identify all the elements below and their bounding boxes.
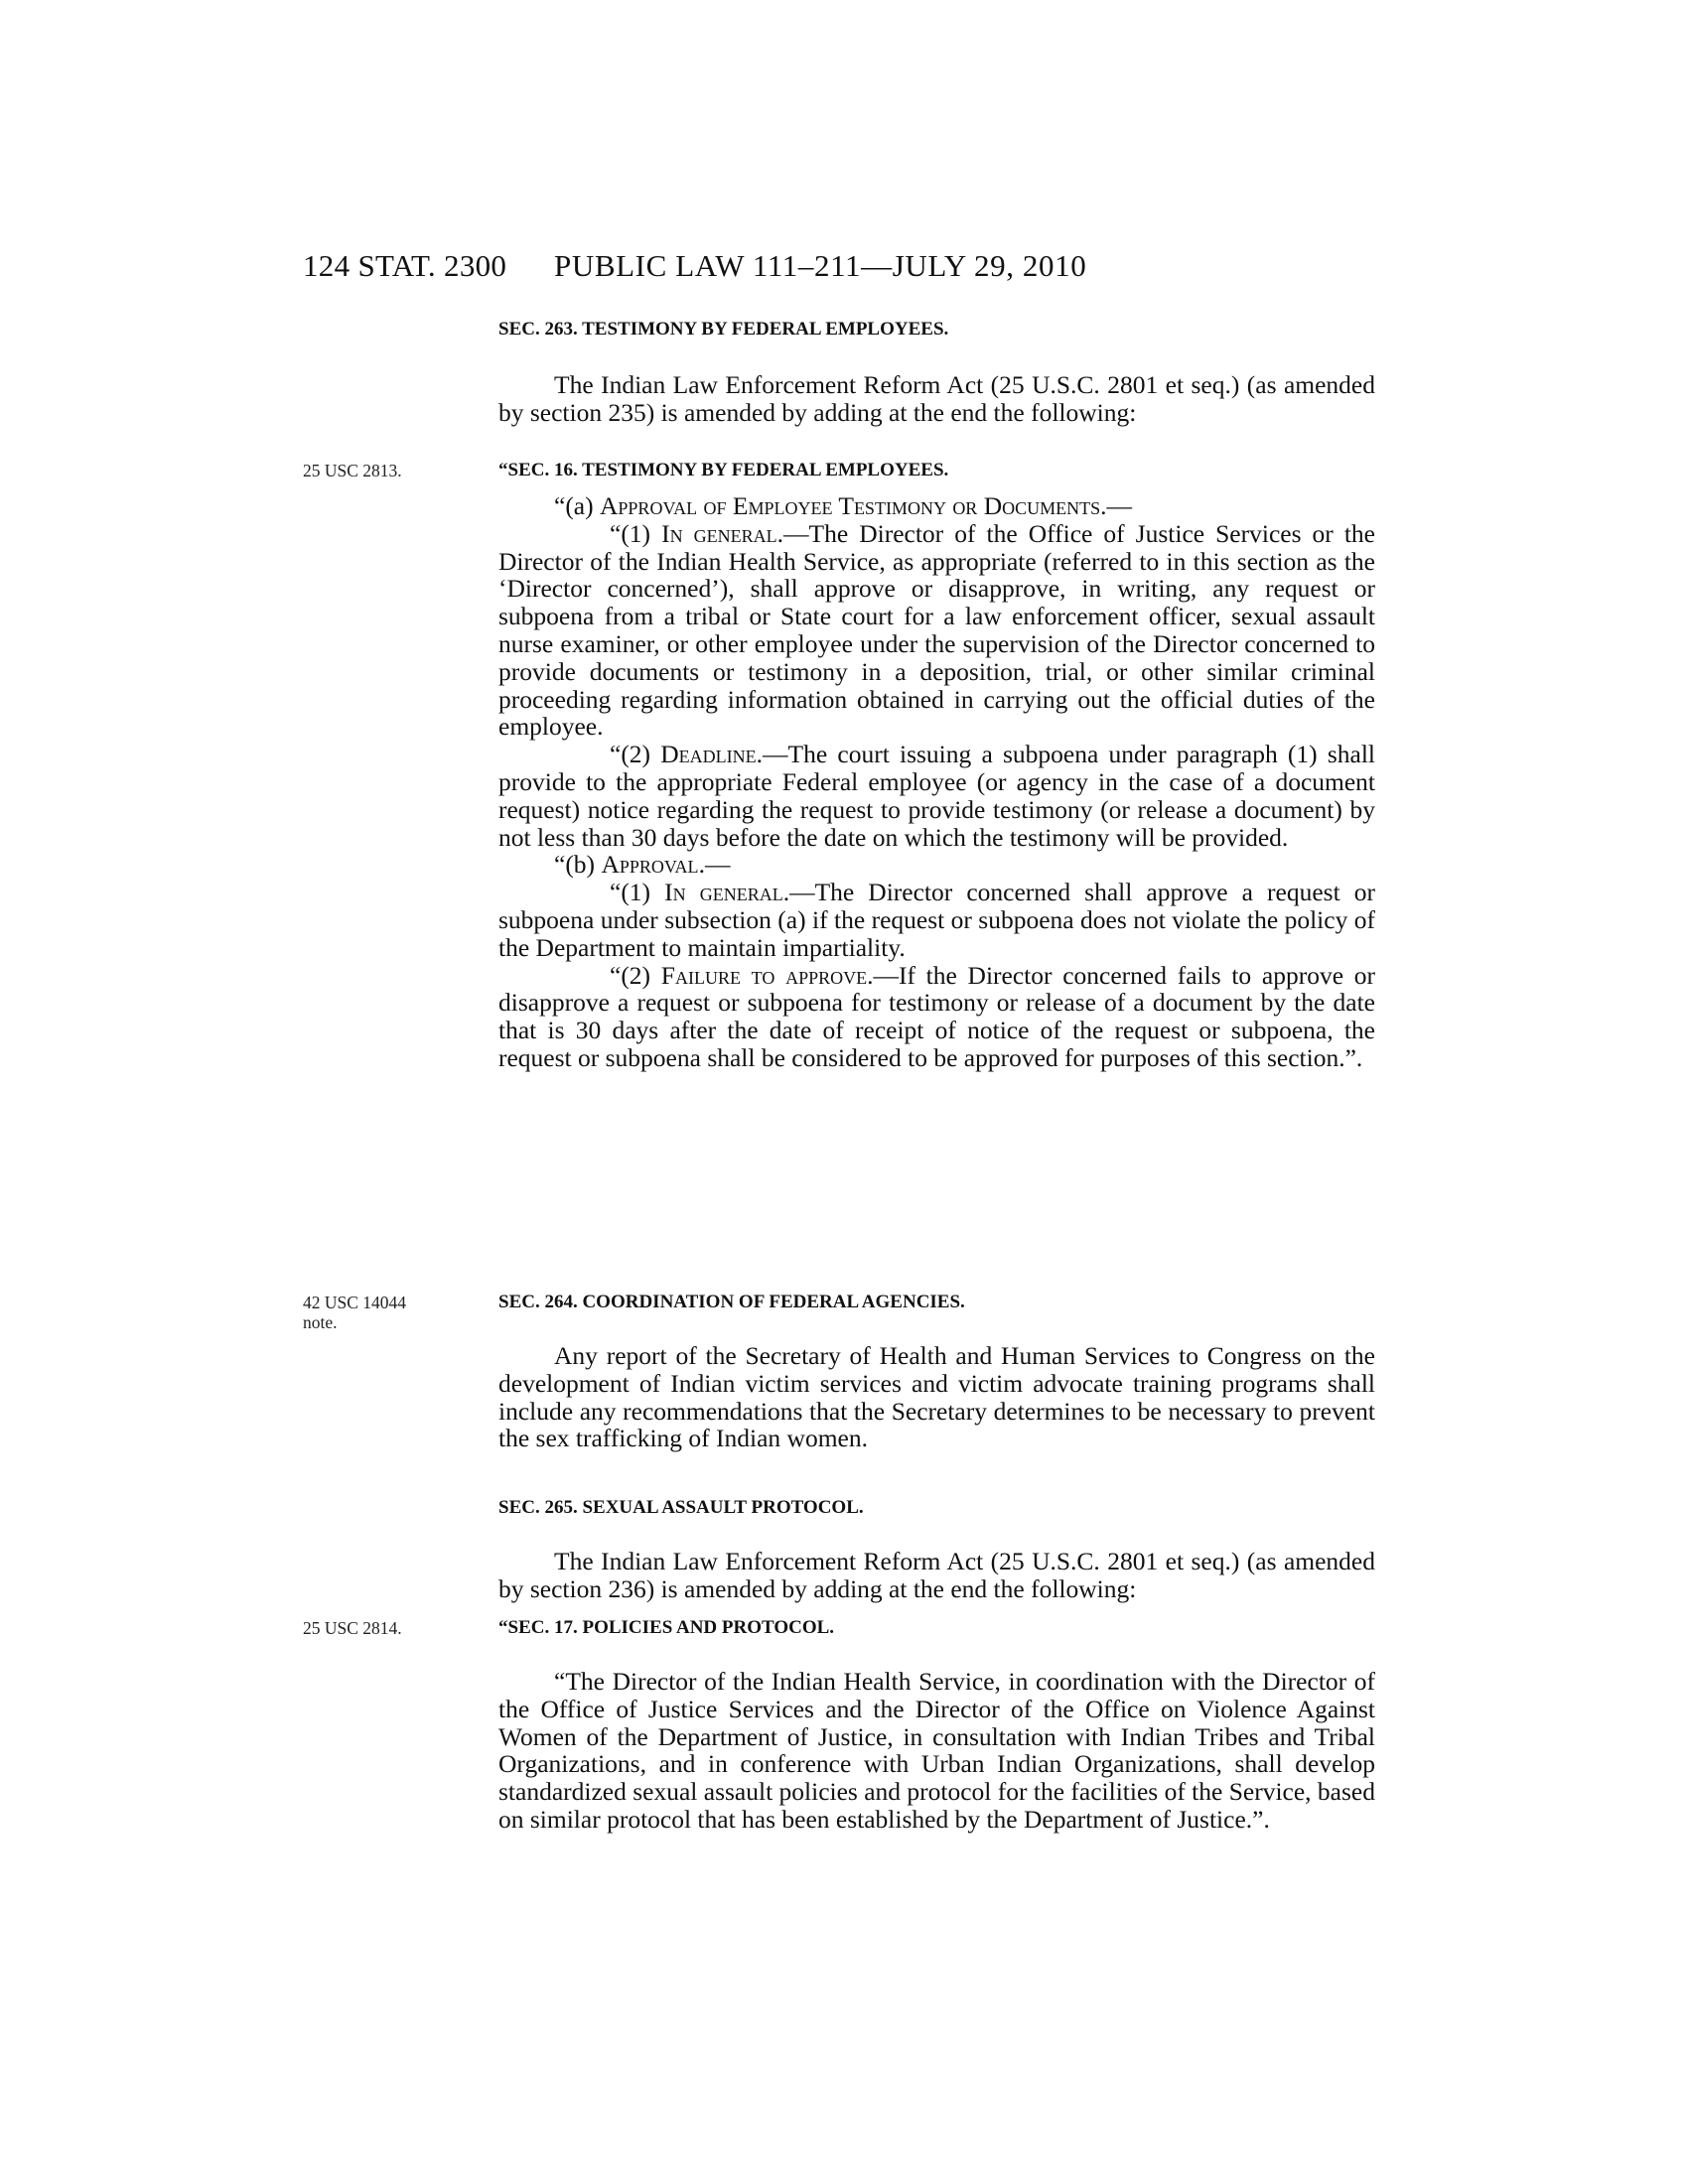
paragraph-a1 <box>498 520 1375 741</box>
subsection-a <box>498 492 1375 520</box>
section-17 <box>498 1616 1375 1834</box>
subsection-a-title: Approval of Employee Testimony or Documents <box>600 491 1101 520</box>
subsection-a-label: “(a) <box>554 491 600 520</box>
page-header <box>0 248 1688 288</box>
section-16 <box>498 459 1375 1072</box>
public-law-title: PUBLIC LAW 111–211—JULY 29, 2010 <box>554 248 1087 283</box>
section-265-heading: SEC. 265. SEXUAL ASSAULT PROTOCOL. <box>498 1497 864 1518</box>
section-17-text: “The Director of the Indian Health Service, in coordination with the Director of the Office of Justice Services and the Director of the Office on Violence Against Women of the Department of Justice, in consultation with Indian Tribes and Tribal Organizations, and in conference with Urban Indian Organizations, shall develop standardized sexual assault policies and protocol for the facilities of the Service, based on similar protocol that has been established by the Department of Justice.”. <box>498 1667 1375 1834</box>
section-263-intro: The Indian Law Enforcement Reform Act (25 U.S.C. 2801 et seq.) (as amended by section 235) is amended by adding at the end the following: <box>498 370 1375 427</box>
paragraph-b2-text: .—If the Director concerned fails to approve or disapprove a request or subpoena for testimony or release of a document by the date that is 30 days after the date of receipt of notice of the request or subpoena, the request or subpoena shall be considered to be approved for purposes of this section.”. <box>498 960 1375 1072</box>
section-265 <box>498 1496 1375 1603</box>
subsection-b-label: “(b) <box>554 850 602 880</box>
paragraph-b2-label: “(2) <box>610 960 661 990</box>
paragraph-a1-label: “(1) <box>610 518 662 548</box>
paragraph-b1-title: In general <box>664 878 783 907</box>
paragraph-a2 <box>498 741 1375 851</box>
section-17-heading: “SEC. 17. POLICIES AND PROTOCOL. <box>498 1617 835 1638</box>
margin-note-25usc2814: 25 USC 2814. <box>303 1618 402 1638</box>
margin-note-25usc2813: 25 USC 2813. <box>303 461 402 480</box>
paragraph-a1-text: .—The Director of the Office of Justice Services or the Director of the Indian Health Service, as appropriate (referred to in this section as the ‘Director concerned’), shall approve or disapprove, in writing, any request or subpoena from a tribal or State court for a law enforcement officer, sexual assault nurse examiner, or other employee under the supervision of the Director concerned to provide documents or testimony in a deposition, trial, or other similar criminal proceeding regarding information obtained in carrying out the official duties of the employee. <box>498 518 1376 742</box>
section-263 <box>498 318 1375 427</box>
margin-note-42usc14044-line2: note. <box>303 1312 338 1332</box>
subsection-b-title: Approval <box>601 850 699 880</box>
section-265-intro: The Indian Law Enforcement Reform Act (25 U.S.C. 2801 et seq.) (as amended by section 236) is amended by adding at the end the following: <box>498 1547 1375 1603</box>
section-264-text: Any report of the Secretary of Health and Human Services to Congress on the development of Indian victim services and victim advocate training programs shall include any recommendations that the Secretary determines to be necessary to prevent the sex trafficking of Indian women. <box>498 1341 1375 1453</box>
subsection-a-dash: .— <box>1100 491 1132 520</box>
margin-note-42usc14044-line1: 42 USC 14044 <box>303 1293 407 1312</box>
paragraph-a2-text: .—The court issuing a subpoena under paragraph (1) shall provide to the appropriate Federal employee (or agency in the case of a document request) notice regarding the request to provide testimony (or release a document) by not less than 30 days before the date on which the testimony will be provided. <box>498 740 1375 852</box>
section-264-heading: SEC. 264. COORDINATION OF FEDERAL AGENCIES. <box>498 1292 965 1312</box>
paragraph-b1 <box>498 879 1375 961</box>
paragraph-b2 <box>498 962 1375 1072</box>
section-263-heading: SEC. 263. TESTIMONY BY FEDERAL EMPLOYEES. <box>498 319 949 340</box>
section-16-heading: “SEC. 16. TESTIMONY BY FEDERAL EMPLOYEES. <box>498 460 949 480</box>
subsection-b <box>498 851 1375 879</box>
paragraph-b1-label: “(1) <box>610 878 665 907</box>
paragraph-b1-text: .—The Director concerned shall approve a request or subpoena under subsection (a) if the request or subpoena does not violate the policy of the Department to maintain impartiality. <box>498 878 1375 962</box>
paragraph-a2-label: “(2) <box>610 740 661 769</box>
subsection-b-dash: .— <box>698 850 731 880</box>
section-264 <box>498 1291 1375 1452</box>
paragraph-a1-title: In general <box>661 518 777 548</box>
margin-note-42usc14044 <box>303 1293 406 1332</box>
paragraph-b2-title: Failure to approve <box>660 960 868 990</box>
stat-page-number: 124 STAT. 2300 <box>303 248 507 283</box>
paragraph-a2-title: Deadline <box>660 740 757 769</box>
